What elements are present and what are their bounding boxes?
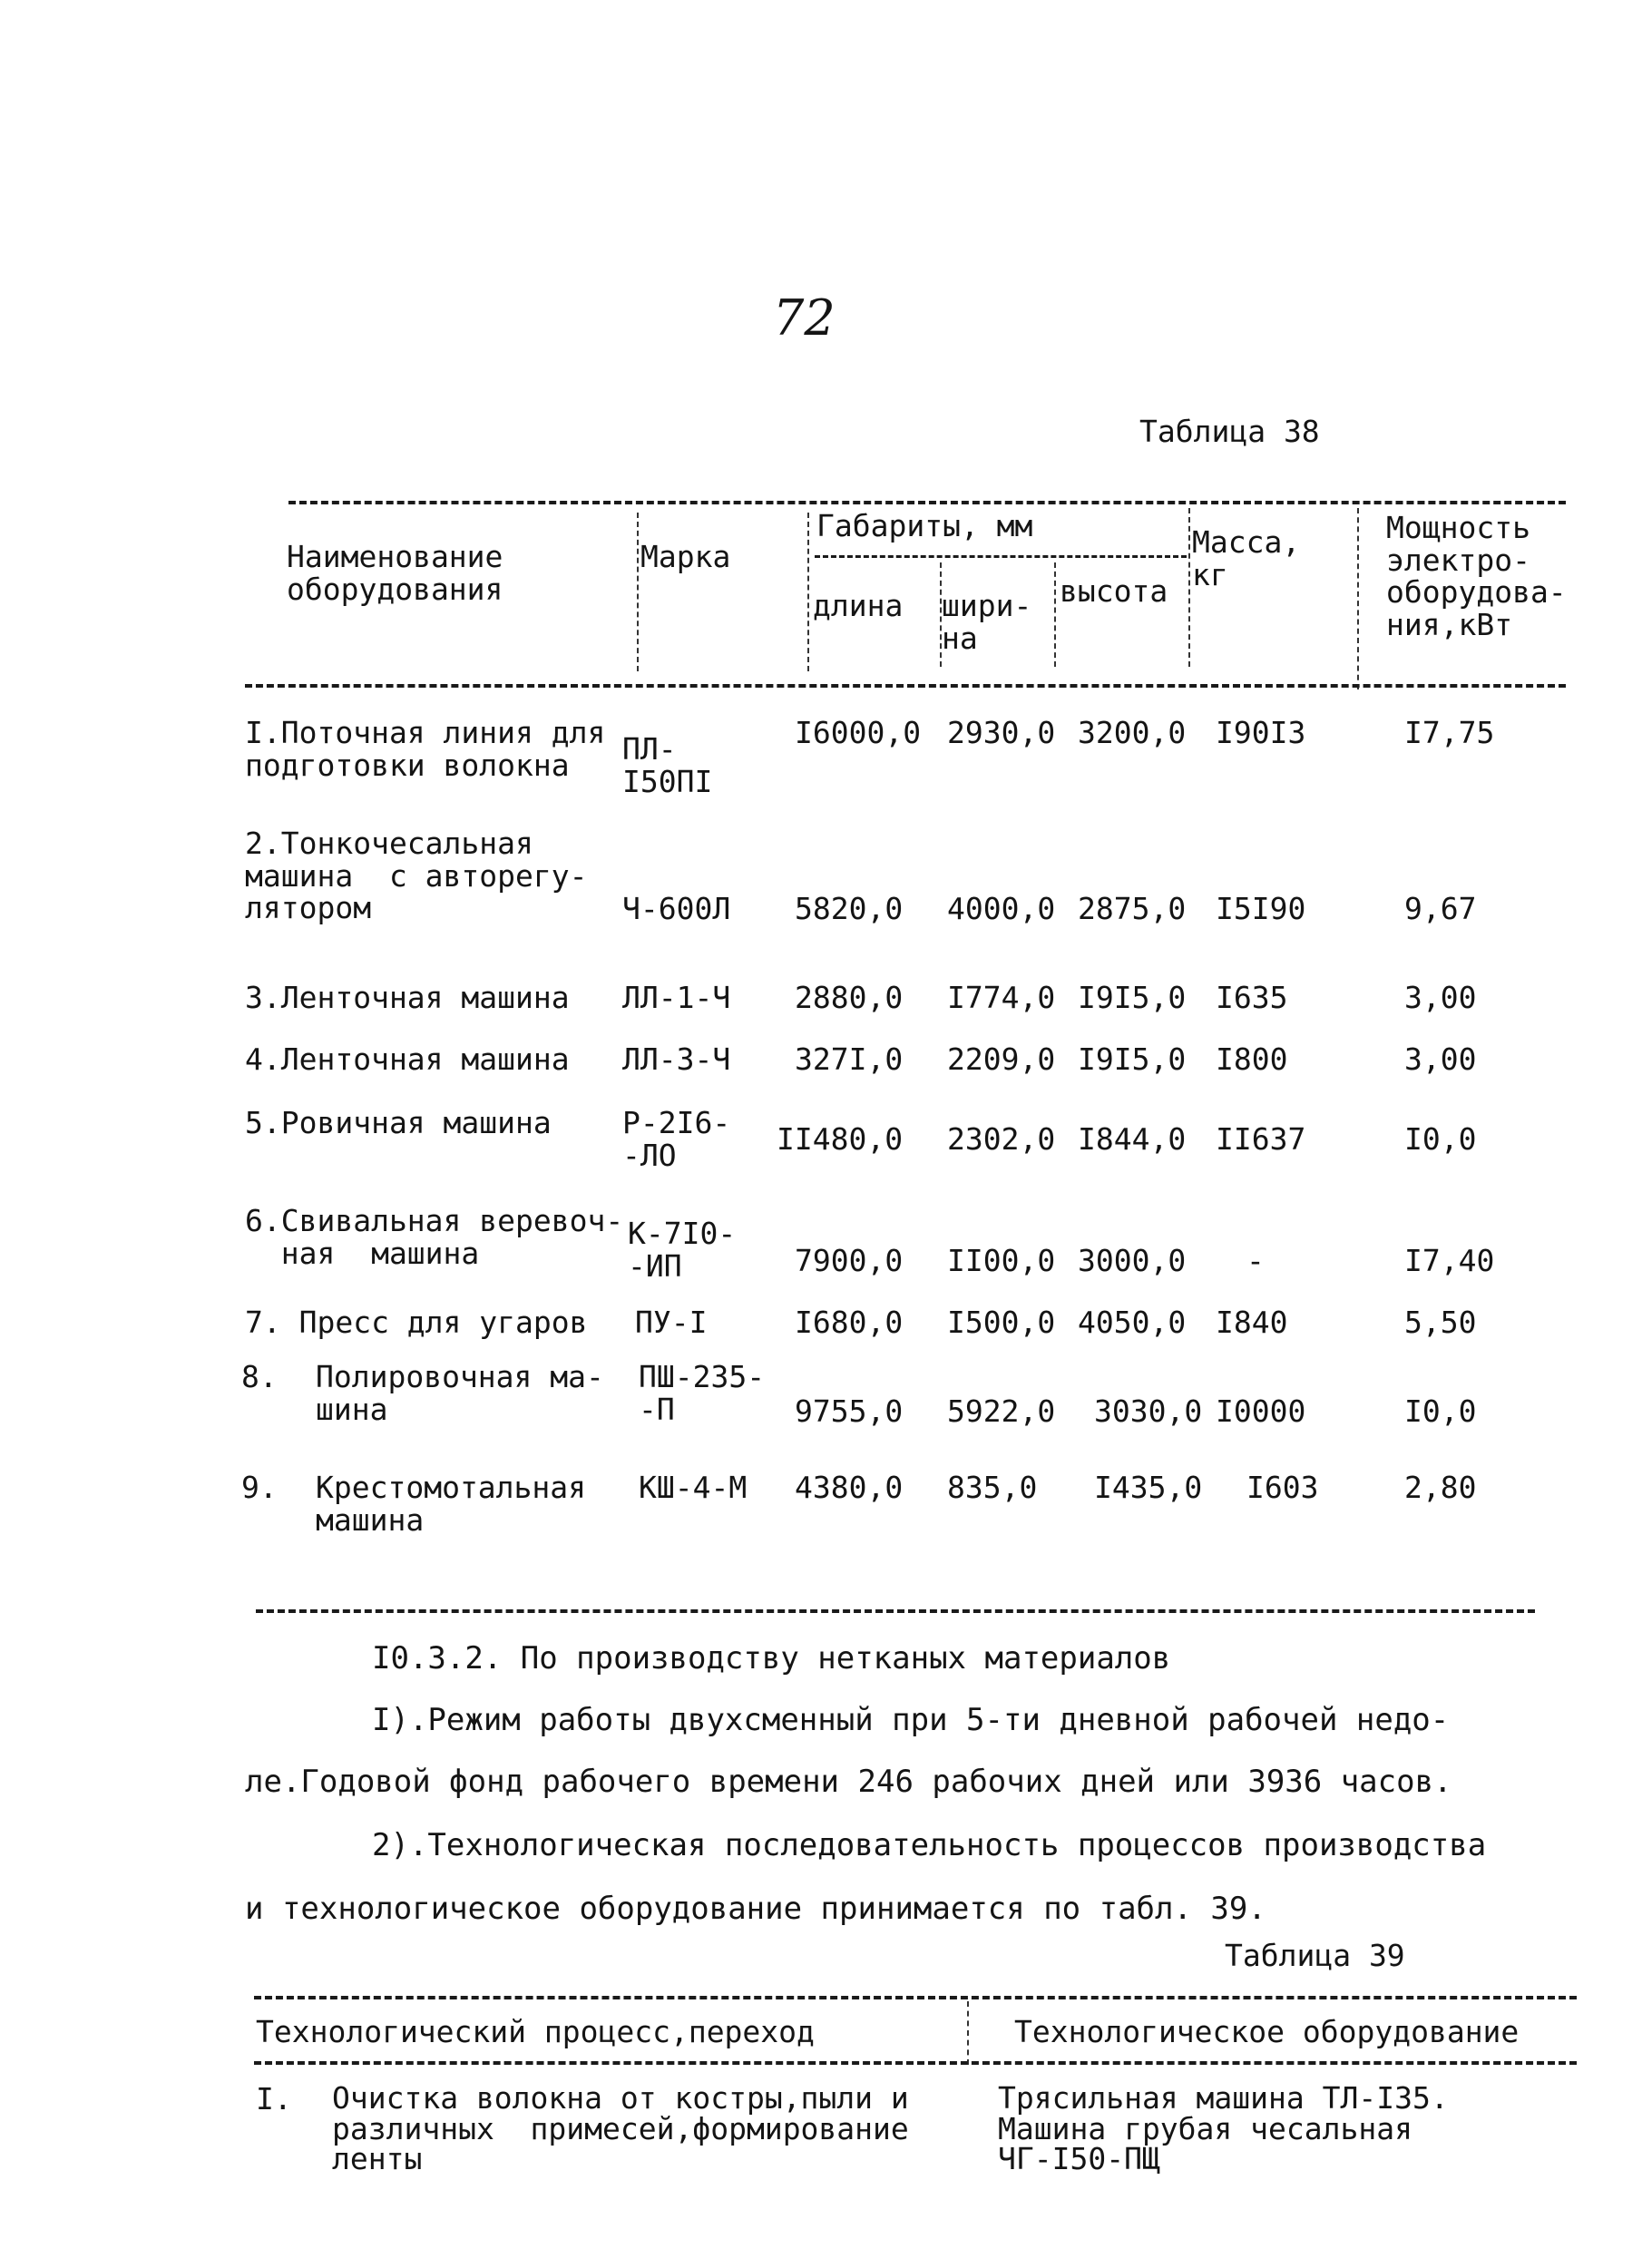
column-divider [1188,508,1190,667]
column-divider [1054,562,1056,667]
cell-width: I500,0 [947,1305,1056,1340]
paragraph-1-line-1: I).Режим работы двухсменный при 5-ти дневной рабочей недо- [372,1702,1450,1738]
cell-height: 3000,0 [1078,1243,1187,1278]
table-39-header-rule [254,2061,1577,2065]
cell-mass: I603 [1246,1470,1319,1505]
section-heading: I0.3.2. По производству нетканых материалов [372,1640,1171,1677]
cell-length: 9755,0 [795,1393,904,1429]
cell-mark: ПУ-I [635,1305,708,1340]
paragraph-2-line-2: и технологическое оборудование принимается по табл. 39. [245,1891,1266,1927]
paragraph-2-line-1: 2).Технологическая последовательность процессов производства [372,1827,1487,1863]
cell-power: I7,75 [1404,715,1495,750]
cell-name: 2.Тонкочесальная машина с авторегу- лятором [245,826,588,926]
cell-mass: - [1246,1243,1265,1278]
header-process: Технологический процесс,переход [256,2014,815,2049]
cell-mark: ПШ-235- -П [639,1359,766,1427]
cell-mass: I5I90 [1216,891,1306,926]
header-height: высота [1060,573,1168,609]
table-39-top-rule [254,1996,1577,1999]
cell-power: 2,80 [1404,1470,1477,1505]
cell-width: 835,0 [947,1470,1038,1505]
cell-mark: К-7I0- -ИП [628,1216,737,1284]
cell-power: 5,50 [1404,1305,1477,1340]
header-mass: Масса, кг [1192,524,1301,592]
paragraph-1-line-2: ле.Годовой фонд рабочего времени 246 рабочих дней или 3936 часов. [245,1764,1452,1800]
cell-name: 7. Пресс для угаров [245,1305,588,1340]
cell-length: 327I,0 [795,1041,904,1077]
column-divider [967,2001,969,2065]
cell-height: I435,0 [1094,1470,1203,1505]
cell-power: I0,0 [1404,1393,1477,1429]
cell-width: 2930,0 [947,715,1056,750]
cell-number: I. [256,2081,292,2116]
cell-height: I9I5,0 [1078,980,1187,1015]
cell-name: 6.Свивальная веревоч- ная машина [245,1203,624,1271]
header-equipment: Технологическое оборудование [1014,2014,1520,2049]
cell-name: 4.Ленточная машина [245,1041,570,1077]
cell-mark: ПЛ- I50ПI [622,731,713,799]
table-38-bottom-rule [256,1609,1535,1613]
cell-power: I7,40 [1404,1243,1495,1278]
cell-height: I844,0 [1078,1121,1187,1157]
cell-width: 2302,0 [947,1121,1056,1157]
cell-mark: Р-2I6- -ЛО [622,1105,731,1173]
cell-height: 3200,0 [1078,715,1187,750]
header-power: Мощность электро- оборудова- ния,кВт [1386,510,1567,642]
header-mark: Марка [640,539,731,574]
cell-length: I6000,0 [795,715,922,750]
cell-length: I680,0 [795,1305,904,1340]
cell-mark: КШ-4-М [639,1470,748,1505]
dimensions-subheader-rule [815,555,1187,558]
cell-power: I0,0 [1404,1121,1477,1157]
cell-name: 5.Ровичная машина [245,1105,552,1140]
cell-width: 2209,0 [947,1041,1056,1077]
cell-mark: Ч-600Л [622,891,731,926]
cell-height: 4050,0 [1078,1305,1187,1340]
cell-mass: I0000 [1216,1393,1306,1429]
cell-width: 4000,0 [947,891,1056,926]
cell-name: 3.Ленточная машина [245,980,570,1015]
cell-mass: I635 [1216,980,1288,1015]
header-width: шири- на [942,588,1032,656]
cell-power: 3,00 [1404,980,1477,1015]
header-name: Наименование оборудования [287,539,503,607]
page-number: 72 [773,289,836,347]
cell-power: 9,67 [1404,891,1477,926]
cell-length: 7900,0 [795,1243,904,1278]
cell-name: I.Поточная линия для подготовки волокна [245,715,606,783]
table-38-caption: Таблица 38 [1139,414,1320,449]
cell-mass: II637 [1216,1121,1306,1157]
header-length: длина [813,588,904,623]
cell-height: 2875,0 [1078,891,1187,926]
cell-height: I9I5,0 [1078,1041,1187,1077]
cell-mass: I800 [1216,1041,1288,1077]
cell-length: 5820,0 [795,891,904,926]
cell-mass: I90I3 [1216,715,1306,750]
table-39-caption: Таблица 39 [1225,1938,1405,1973]
cell-width: I774,0 [947,980,1056,1015]
cell-name-text: Полировочная ма- шина [316,1359,604,1427]
cell-height: 3030,0 [1094,1393,1203,1429]
cell-process: Очистка волокна от костры,пыли и различных примесей,формирование ленты [332,2080,909,2177]
cell-mark: ЛЛ-3-Ч [622,1041,731,1077]
cell-length: 4380,0 [795,1470,904,1505]
cell-name: 8. [241,1359,278,1394]
table-38-top-rule [288,501,1566,504]
cell-name-text: Крестомотальная машина [316,1470,587,1538]
cell-length: 2880,0 [795,980,904,1015]
column-divider [637,513,639,671]
header-dimensions: Габариты, мм [816,508,1033,543]
column-divider [807,513,809,671]
table-38-header-rule [245,684,1566,688]
cell-mass: I840 [1216,1305,1288,1340]
cell-power: 3,00 [1404,1041,1477,1077]
cell-equipment: Трясильная машина ТЛ-I35. Машина грубая чесальная ЧГ-I50-ПЩ [998,2080,1449,2177]
cell-width: 5922,0 [947,1393,1056,1429]
cell-name: 9. [241,1470,278,1505]
cell-mark: ЛЛ-1-Ч [622,980,731,1015]
cell-width: II00,0 [947,1243,1056,1278]
column-divider [1357,508,1359,689]
cell-length: II480,0 [777,1121,904,1157]
